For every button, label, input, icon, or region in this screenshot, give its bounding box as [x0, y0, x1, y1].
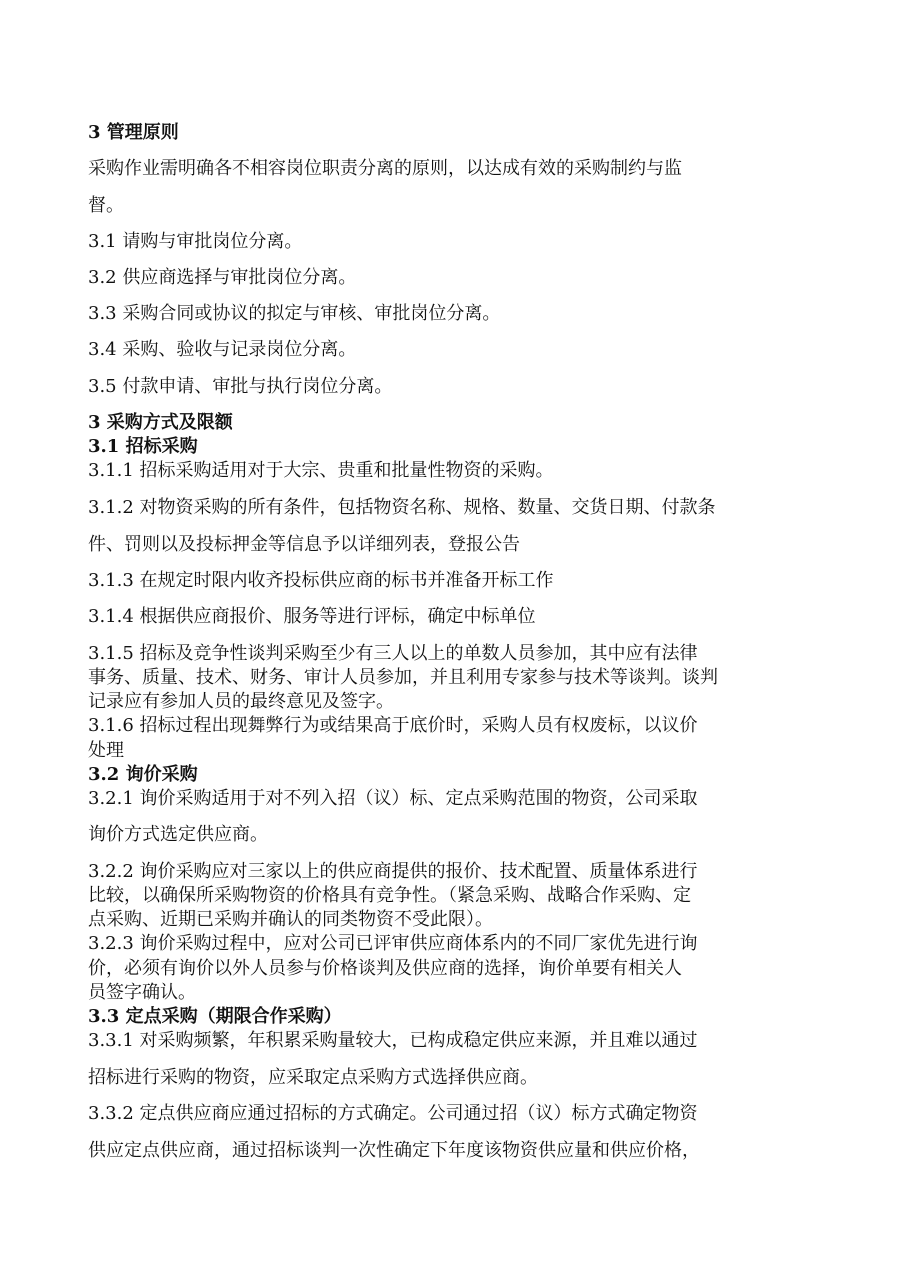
subsection-heading: 3.2 询价采购: [88, 764, 198, 785]
paragraph-line: 3.1.2 对物资采购的所有条件，包括物资名称、规格、数量、交货日期、付款条: [88, 497, 716, 518]
paragraph-line: 3.4 采购、验收与记录岗位分离。: [88, 339, 357, 360]
section-heading: 3 管理原则: [88, 122, 179, 143]
paragraph-line: 比较，以确保所采购物资的价格具有竞争性。（紧急采购、战略合作采购、定: [88, 885, 691, 906]
paragraph-line: 3.3 采购合同或协议的拟定与审核、审批岗位分离。: [88, 303, 501, 324]
paragraph-line: 事务、质量、技术、财务、审计人员参加，并且利用专家参与技术等谈判。谈判: [88, 667, 718, 688]
paragraph-line: 3.2 供应商选择与审批岗位分离。: [88, 267, 357, 288]
paragraph-line: 询价方式选定供应商。: [88, 824, 268, 845]
subsection-heading: 3.1 招标采购: [88, 436, 198, 457]
paragraph-line: 3.1.6 招标过程出现舞弊行为或结果高于底价时，采购人员有权废标，以议价: [88, 715, 698, 736]
paragraph-line: 点采购、近期已采购并确认的同类物资不受此限）。: [88, 909, 493, 930]
paragraph-line: 督。: [88, 195, 124, 216]
paragraph-line: 3.1.5 招标及竞争性谈判采购至少有三人以上的单数人员参加，其中应有法律: [88, 643, 698, 664]
paragraph-line: 3.1 请购与审批岗位分离。: [88, 231, 303, 252]
paragraph-line: 3.1.3 在规定时限内收齐投标供应商的标书并准备开标工作: [88, 570, 554, 591]
paragraph-line: 员签字确认。: [88, 982, 196, 1003]
paragraph-line: 3.1.4 根据供应商报价、服务等进行评标，确定中标单位: [88, 606, 536, 627]
paragraph-line: 3.3.1 对采购频繁，年积累采购量较大，已构成稳定供应来源，并且难以通过: [88, 1030, 698, 1051]
paragraph-line: 3.3.2 定点供应商应通过招标的方式确定。公司通过招（议）标方式确定物资: [88, 1103, 698, 1124]
paragraph-line: 件、罚则以及投标押金等信息予以详细列表，登报公告: [88, 534, 520, 555]
paragraph-line: 采购作业需明确各不相容岗位职责分离的原则，以达成有效的采购制约与监: [88, 158, 682, 179]
paragraph-line: 3.1.1 招标采购适用对于大宗、贵重和批量性物资的采购。: [88, 460, 554, 481]
paragraph-line: 3.5 付款申请、审批与执行岗位分离。: [88, 376, 393, 397]
paragraph-line: 供应定点供应商，通过招标谈判一次性确定下年度该物资供应量和供应价格，: [88, 1140, 700, 1161]
paragraph-line: 记录应有参加人员的最终意见及签字。: [88, 691, 394, 712]
paragraph-line: 3.2.2 询价采购应对三家以上的供应商提供的报价、技术配置、质量体系进行: [88, 861, 698, 882]
paragraph-line: 处理: [88, 740, 124, 761]
paragraph-line: 招标进行采购的物资，应采取定点采购方式选择供应商。: [88, 1067, 538, 1088]
paragraph-line: 3.2.3 询价采购过程中，应对公司已评审供应商体系内的不同厂家优先进行询: [88, 933, 698, 954]
section-heading: 3 采购方式及限额: [88, 412, 233, 433]
subsection-heading: 3.3 定点采购（期限合作采购）: [88, 1006, 342, 1027]
paragraph-line: 价，必须有询价以外人员参与价格谈判及供应商的选择，询价单要有相关人: [88, 958, 682, 979]
paragraph-line: 3.2.1 询价采购适用于对不列入招（议）标、定点采购范围的物资，公司采取: [88, 788, 698, 809]
